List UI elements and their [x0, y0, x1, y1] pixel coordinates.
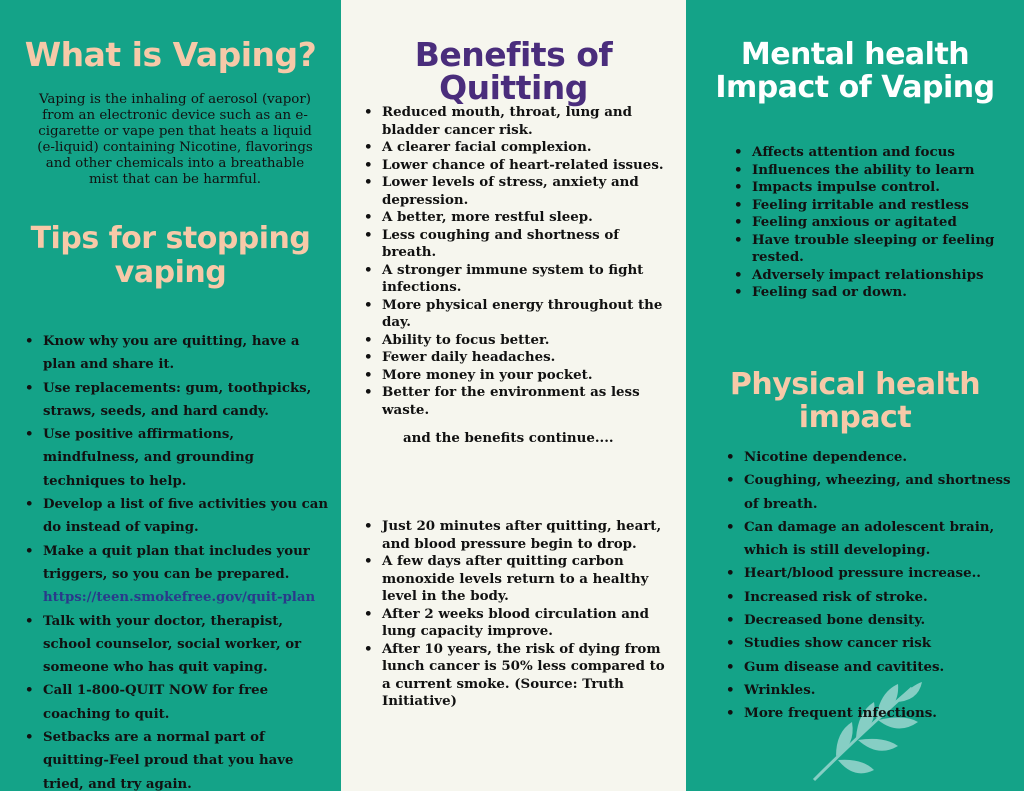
list-item: • Lower chance of heart-related issues. [360, 157, 672, 175]
list-item: • Use replacements: gum, toothpicks, straws, seeds, and hard candy. [21, 377, 333, 424]
list-item: • Call 1-800-QUIT NOW for free coaching to quit. [21, 679, 333, 726]
physical-health-list [722, 446, 1014, 726]
physical-heading-line2: impact [798, 400, 912, 435]
list-item: • Wrinkles. [722, 679, 1014, 702]
list-item: • Make a quit plan that includes your triggers, so you can be prepared. https://teen.smokefree.gov/quit-plan [21, 540, 333, 610]
benefits-continue-text: and the benefits continue.... [403, 430, 614, 446]
list-item: • Reduced mouth, throat, lung and bladder cancer risk. [360, 104, 672, 139]
benefits-heading: Benefits of Quitting [414, 35, 613, 107]
mental-heading-line2: Impact of Vaping [715, 70, 995, 105]
list-item: • A better, more restful sleep. [360, 209, 672, 227]
list-item: • More money in your pocket. [360, 367, 672, 385]
tips-heading [0, 222, 341, 290]
list-item: • Setbacks are a normal part of quitting-Feel proud that you have tried, and try again. [21, 726, 333, 791]
list-item: • Nicotine dependence. [722, 446, 1014, 469]
mental-health-list [730, 144, 1014, 302]
list-item: • Less coughing and shortness of breath. [360, 227, 672, 262]
mental-health-heading [686, 38, 1024, 104]
list-item: • Decreased bone density. [722, 609, 1014, 632]
list-item: • A clearer facial complexion. [360, 139, 672, 157]
list-item: • Ability to focus better. [360, 332, 672, 350]
mental-heading-line1: Mental health [740, 37, 970, 72]
list-item: • Lower levels of stress, anxiety and depression. [360, 174, 672, 209]
what-is-vaping-heading: What is Vaping? [24, 35, 317, 74]
list-item: • Feeling anxious or agitated [730, 214, 1014, 232]
list-item: • Use positive affirmations, mindfulness, and grounding techniques to help. [21, 423, 333, 493]
list-item: • Influences the ability to learn [730, 162, 1014, 180]
list-item: • After 10 years, the risk of dying from lunch cancer is 50% less compared to a current smoke. (Source: Truth Initiative) [360, 641, 672, 711]
list-item: • Talk with your doctor, therapist, school counselor, social worker, or someone who has quit vaping. [21, 610, 333, 680]
middle-panel [341, 0, 686, 791]
list-item: • Impacts impulse control. [730, 179, 1014, 197]
list-item: • Coughing, wheezing, and shortness of breath. [722, 469, 1014, 516]
tips-list [21, 330, 333, 791]
physical-heading-line1: Physical health [729, 367, 981, 402]
list-item: • Feeling irritable and restless [730, 197, 1014, 215]
quit-plan-link[interactable]: https://teen.smokefree.gov/quit-plan [43, 590, 316, 606]
list-item: • Adversely impact relationships [730, 267, 1014, 285]
list-item: • Can damage an adolescent brain, which is still developing. [722, 516, 1014, 563]
tips-heading-line1: Tips for stopping [30, 221, 311, 256]
benefits-list [360, 104, 672, 419]
list-item: • Fewer daily headaches. [360, 349, 672, 367]
list-item: • Affects attention and focus [730, 144, 1014, 162]
physical-health-heading [686, 368, 1024, 434]
list-item: • Studies show cancer risk [722, 632, 1014, 655]
right-panel [686, 0, 1024, 791]
what-is-vaping-text: Vaping is the inhaling of aerosol (vapor) from an electronic device such as an e-cigarette or vape pen that heats a liquid (e-liquid) containing Nicotine, flavorings and other chemicals into a breathable mist that can be harmful. [37, 92, 313, 187]
list-item: • Have trouble sleeping or feeling rested. [730, 232, 1014, 267]
list-item: • After 2 weeks blood circulation and lung capacity improve. [360, 606, 672, 641]
list-item: • Increased risk of stroke. [722, 586, 1014, 609]
list-item: • A few days after quitting carbon monoxide levels return to a healthy level in the body. [360, 553, 672, 606]
timeline-list [360, 518, 672, 711]
list-item: • Feeling sad or down. [730, 284, 1014, 302]
list-item: • Heart/blood pressure increase.. [722, 562, 1014, 585]
left-panel [0, 0, 341, 791]
list-item: • More frequent infections. [722, 702, 1014, 725]
list-item: • More physical energy throughout the day. [360, 297, 672, 332]
list-item: • Know why you are quitting, have a plan and share it. [21, 330, 333, 377]
list-item: • Better for the environment as less waste. [360, 384, 672, 419]
list-item: • A stronger immune system to fight infections. [360, 262, 672, 297]
list-item: • Gum disease and cavitites. [722, 656, 1014, 679]
list-item: • Just 20 minutes after quitting, heart, and blood pressure begin to drop. [360, 518, 672, 553]
list-item: • Develop a list of five activities you can do instead of vaping. [21, 493, 333, 540]
tips-heading-line2: vaping [114, 255, 227, 290]
